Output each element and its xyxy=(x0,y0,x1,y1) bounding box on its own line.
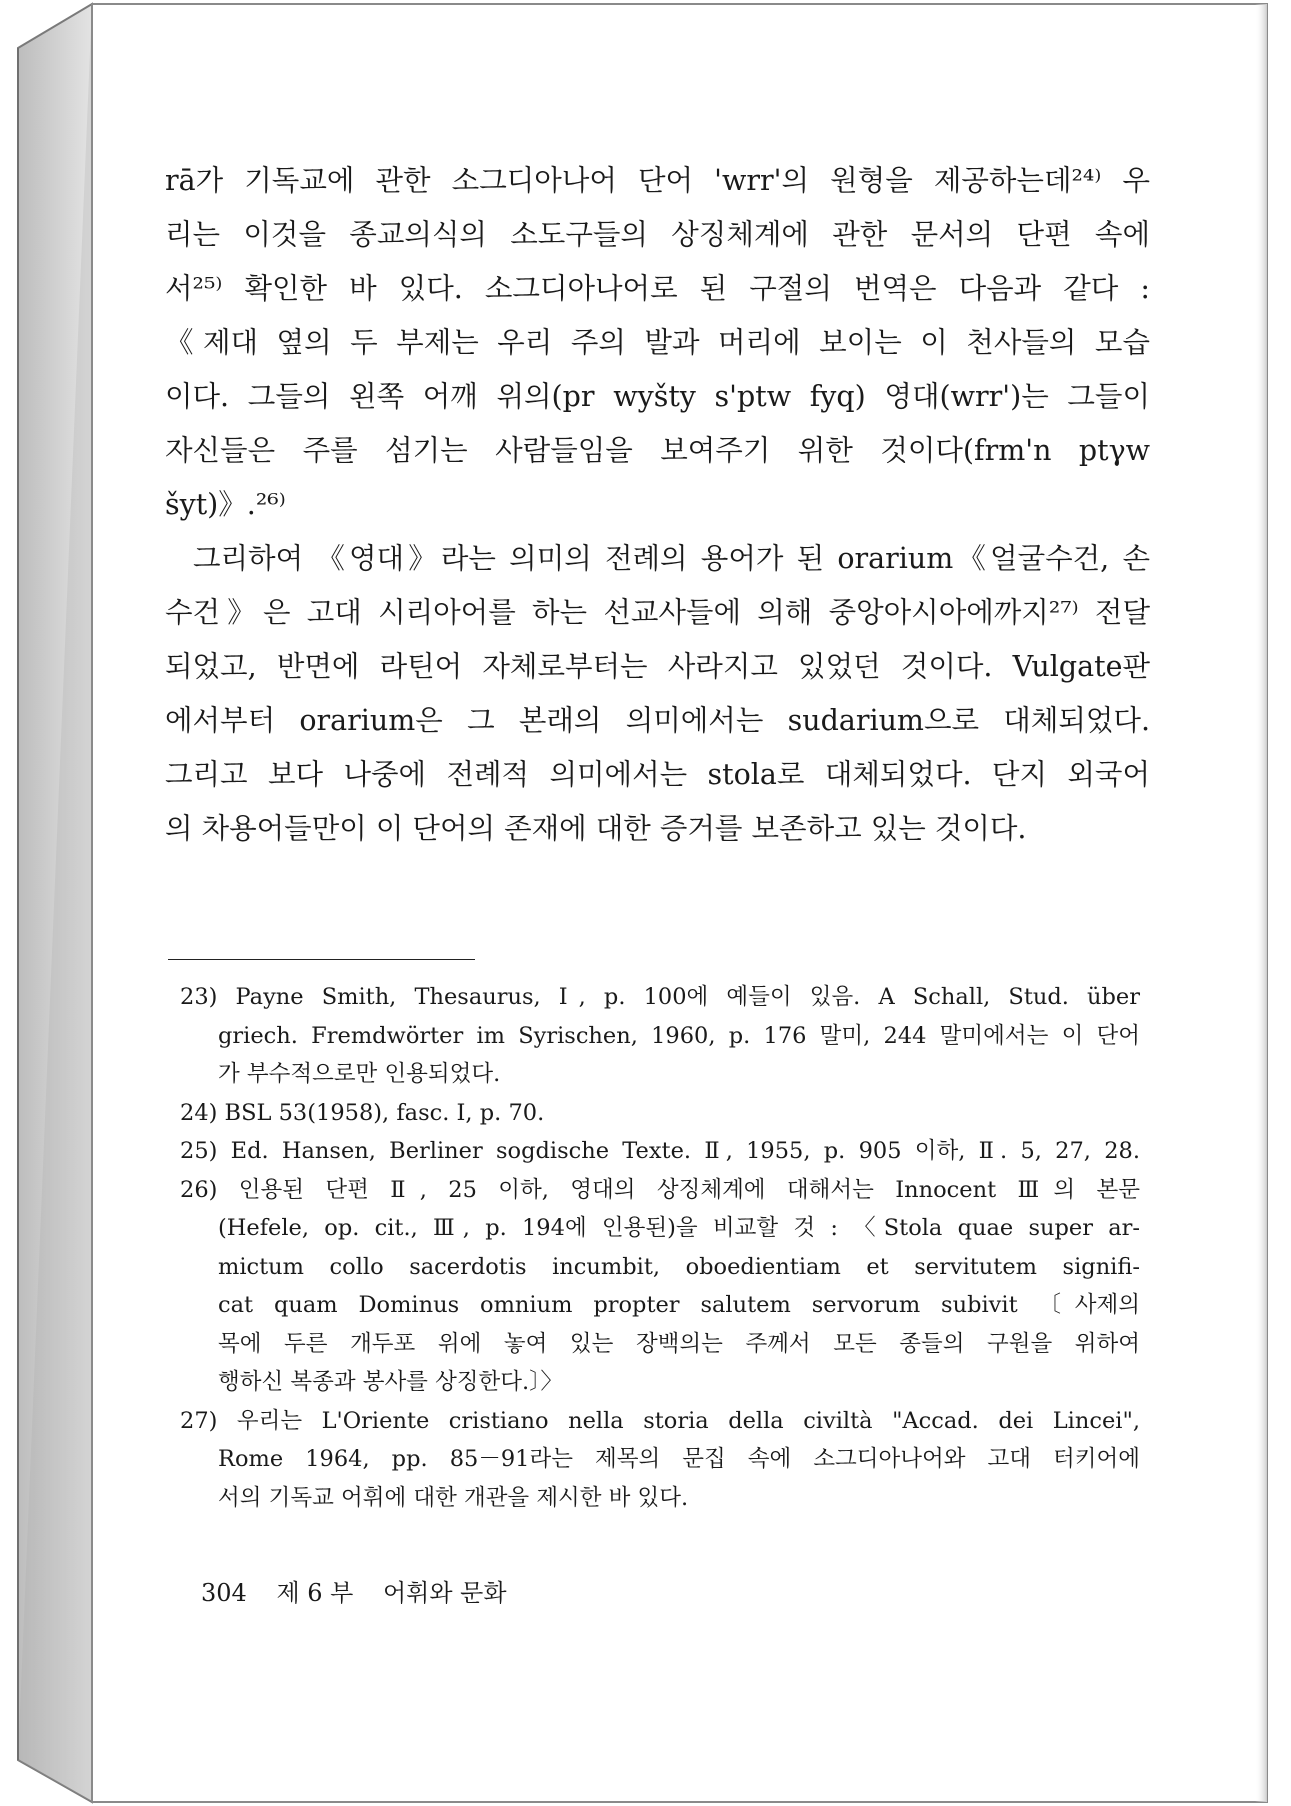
footnote-line: 24) BSL 53(1958), fasc. Ⅰ, p. 70. xyxy=(180,1099,545,1126)
body-line: rā가 기독교에 관한 소그디아나어 단어 'wrr'의 원형을 제공하는데²⁴⁾ 우 xyxy=(165,164,1150,197)
body-line: 리는 이것을 종교의식의 소도구들의 상징체계에 관한 문서의 단편 속에 xyxy=(165,218,1150,251)
footnote-line: 가 부수적으로만 인용되었다. xyxy=(218,1061,501,1087)
page-number: 304 xyxy=(201,1579,247,1607)
footnote-line: griech. Fremdwörter im Syrischen, 1960, p. 176 말미, 244 말미에서는 이 단어 xyxy=(218,1022,1140,1049)
footnote-line: 행하신 복종과 봉사를 상징한다.〕〉 xyxy=(218,1369,563,1395)
body-line: 그리하여 《영대》라는 의미의 전례의 용어가 된 orarium《얼굴수건, 손 xyxy=(193,542,1150,575)
body-line: 수건》은 고대 시리아어를 하는 선교사들에 의해 중앙아시아에까지²⁷⁾ 전달 xyxy=(165,596,1150,629)
footnote-line: 23) Payne Smith, Thesaurus, Ⅰ, p. 100에 예들이 있음. A Schall, Stud. über xyxy=(180,984,1140,1010)
footnote-line: 27) 우리는 L'Oriente cristiano nella storia della civiltà "Accad. dei Lincei", xyxy=(180,1407,1140,1434)
body-line: 이다. 그들의 왼쪽 어깨 위의(pr wyšty s'ptw fyq) 영대(wrr')는 그들이 xyxy=(165,380,1150,413)
footnote-line: cat quam Dominus omnium propter salutem servorum subivit 〔사제의 xyxy=(218,1292,1140,1318)
footnote-line: Rome 1964, pp. 85－91라는 제목의 문집 속에 소그디아나어와 고대 터키어에 xyxy=(218,1446,1140,1472)
body-line: 서²⁵⁾ 확인한 바 있다. 소그디아나어로 된 구절의 번역은 다음과 같다 : xyxy=(165,272,1150,305)
body-line: 그리고 보다 나중에 전례적 의미에서는 stola로 대체되었다. 단지 외국어 xyxy=(165,758,1150,791)
body-line: 의 차용어들만이 이 단어의 존재에 대한 증거를 보존하고 있는 것이다. xyxy=(165,812,1027,845)
body-line: 되었고, 반면에 라틴어 자체로부터는 사라지고 있었던 것이다. Vulgate판 xyxy=(165,650,1150,683)
footnote-divider xyxy=(168,959,475,960)
body-line: 에서부터 orarium은 그 본래의 의미에서는 sudarium으로 대체되었다. xyxy=(165,704,1150,737)
footnote-line: (Hefele, op. cit., Ⅲ, p. 194에 인용된)을 비교할 것 : 〈Stola quae super ar- xyxy=(218,1215,1140,1241)
part-title: 어휘와 문화 xyxy=(383,1579,507,1607)
footnote-line: 목에 두른 개두포 위에 놓여 있는 장백의는 주께서 모든 종들의 구원을 위하여 xyxy=(218,1330,1140,1357)
footnote-line: 25) Ed. Hansen, Berliner sogdische Texte. Ⅱ, 1955, p. 905 이하, Ⅱ. 5, 27, 28. xyxy=(180,1138,1140,1164)
page-footer xyxy=(201,1573,529,1608)
footnotes xyxy=(180,978,1140,1517)
main-text xyxy=(165,154,1150,856)
footnote-line: 26) 인용된 단편 Ⅱ, 25 이하, 영대의 상징체계에 대해서는 Innocent Ⅲ의 본문 xyxy=(180,1176,1140,1203)
body-line: šyt)》.²⁶⁾ xyxy=(165,488,286,521)
footnote-line: 서의 기독교 어휘에 대한 개관을 제시한 바 있다. xyxy=(218,1484,689,1511)
body-line: 《제대 옆의 두 부제는 우리 주의 발과 머리에 보이는 이 천사들의 모습 xyxy=(165,326,1150,359)
part-label: 제 6 부 xyxy=(276,1579,354,1607)
footnote-line: mictum collo sacerdotis incumbit, oboedientiam et servitutem signifi- xyxy=(218,1253,1140,1280)
body-line: 자신들은 주를 섬기는 사람들임을 보여주기 위한 것이다(frm'n ptγw xyxy=(165,434,1150,467)
